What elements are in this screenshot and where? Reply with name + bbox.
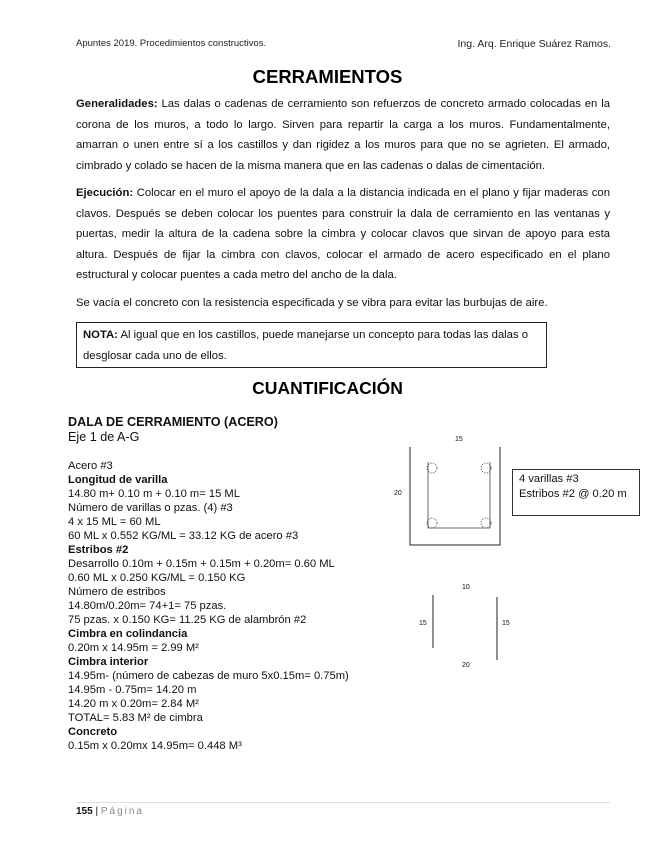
quant-line: 14.20 m x 0.20m= 2.84 M² bbox=[68, 698, 199, 710]
quant-line: 75 pzas. x 0.150 KG= 11.25 KG de alambrón #2 bbox=[68, 614, 307, 626]
generalidades-text: Las dalas o cadenas de cerramiento son refuerzos de concreto armado colocadas en la corona de los muros, a todo lo largo. Sirven para repartir la carga a los muros. Fundamentalmente, amarran o unen entre sí a los castillos y dan rigidez a los muros para que no se agrieten. El armado, cimbrado y colado se hacen de la misma manera que en las cadenas o dalas de cimentación. bbox=[76, 98, 610, 172]
generalidades-label: Generalidades: bbox=[76, 98, 158, 110]
quant-line: 14.95m - 0.75m= 14.20 m bbox=[68, 684, 197, 696]
quant-line: 14.80m/0.20m= 74+1= 75 pzas. bbox=[68, 600, 227, 612]
quant-line: TOTAL= 5.83 M² de cimbra bbox=[68, 712, 203, 724]
estribos-title: Estribos #2 bbox=[68, 544, 129, 556]
footer-divider bbox=[76, 802, 610, 803]
callout-line-2: Estribos #2 @ 0.20 m bbox=[519, 488, 627, 500]
cimbra-interior-title: Cimbra interior bbox=[68, 656, 149, 668]
quant-line: 0.60 ML x 0.250 KG/ML = 0.150 KG bbox=[68, 572, 246, 584]
quant-line: 0.15m x 0.20mx 14.95m= 0.448 M³ bbox=[68, 740, 242, 752]
section-left-dim: 20 bbox=[394, 490, 402, 497]
wall-bottom-dim: 20 bbox=[462, 662, 470, 669]
longitud-title: Longitud de varilla bbox=[68, 474, 168, 486]
header-right: Ing. Arq. Enrique Suárez Ramos. bbox=[457, 38, 611, 50]
wall-top-dim: 10 bbox=[462, 584, 470, 591]
page-footer bbox=[76, 806, 144, 817]
quant-line: 14.95m- (número de cabezas de muro 5x0.15m= 0.75m) bbox=[68, 670, 349, 682]
quant-line: Número de estribos bbox=[68, 586, 166, 598]
quant-line: 0.20m x 14.95m = 2.99 M² bbox=[68, 642, 199, 654]
rebar-bottom-right bbox=[481, 518, 491, 528]
rebar-top-right bbox=[481, 463, 491, 473]
rebar-bottom-left bbox=[427, 518, 437, 528]
wall-right-dim: 15 bbox=[502, 620, 510, 627]
quant-line: 14.80 m+ 0.10 m + 0.10 m= 15 ML bbox=[68, 488, 240, 500]
page-number: 155 bbox=[76, 806, 93, 817]
cimbra-colindancia-title: Cimbra en colindancia bbox=[68, 628, 188, 640]
header-left: Apuntes 2019. Procedimientos constructivos. bbox=[76, 38, 267, 49]
rebar-top-left bbox=[427, 463, 437, 473]
vaciado-paragraph: Se vacía el concreto con la resistencia especificada y se vibra para evitar las burbujas de aire. bbox=[76, 297, 548, 309]
quant-heading: DALA DE CERRAMIENTO (ACERO) bbox=[68, 415, 278, 429]
dala-section-outline bbox=[410, 447, 500, 545]
ejecucion-label: Ejecución: bbox=[76, 187, 134, 199]
ejecucion-text: Colocar en el muro el apoyo de la dala a la distancia indicada en el plano y fijar maderas con clavos. Después se deben colocar los puentes para construir la dala de cerramiento en las ventanas y puertas, medir la altura de la cadena sobre la cimbra y colocar clavos que sirvan de apoyo para esta altura. Después de fijar la cimbra con clavos, colocar el armado de acero especificado en el plano estructural y colocar puentes a cada metro del ancho de la dala. bbox=[76, 187, 610, 282]
footer-page-word: Página bbox=[100, 806, 144, 817]
quant-line: 60 ML x 0.552 KG/ML = 33.12 KG de acero #3 bbox=[68, 530, 299, 542]
rebar-callout-box bbox=[512, 469, 640, 516]
concreto-title: Concreto bbox=[68, 726, 118, 738]
section-top-dim: 15 bbox=[455, 436, 463, 443]
section-subtitle: CUANTIFICACIÓN bbox=[252, 378, 403, 398]
nota-label: NOTA: bbox=[83, 329, 118, 341]
quant-line: Desarrollo 0.10m + 0.15m + 0.15m + 0.20m= 0.60 ML bbox=[68, 558, 335, 570]
quant-line: 4 x 15 ML = 60 ML bbox=[68, 516, 161, 528]
quant-eje: Eje 1 de A-G bbox=[68, 430, 140, 444]
nota-text: Al igual que en los castillos, puede manejarse un concepto para todas las dalas o desglosar cada uno de ellos. bbox=[83, 329, 529, 362]
footer-separator: | bbox=[92, 806, 101, 817]
dala-stirrup-outline bbox=[428, 462, 490, 528]
quant-line: Número de varillas o pzas. (4) #3 bbox=[68, 502, 233, 514]
wall-left-dim: 15 bbox=[419, 620, 427, 627]
page-title: CERRAMIENTOS bbox=[252, 66, 403, 87]
callout-line-1: 4 varillas #3 bbox=[519, 473, 579, 485]
quant-acero: Acero #3 bbox=[68, 460, 113, 472]
